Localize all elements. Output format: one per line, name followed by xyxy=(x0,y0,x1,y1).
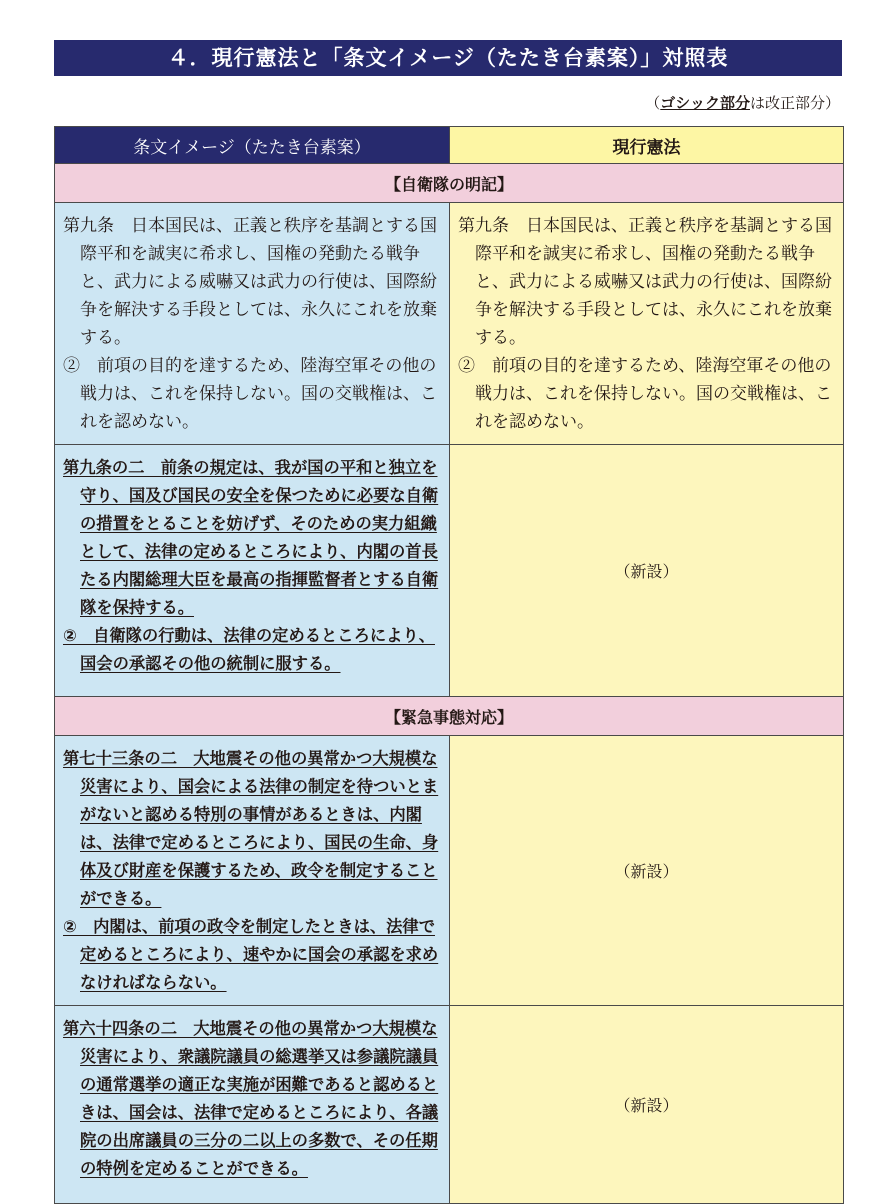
table-row xyxy=(55,1006,844,1204)
draft-article-64-2 xyxy=(55,1006,450,1204)
section-sdf: 【自衛隊の明記】 xyxy=(55,164,844,203)
legend-rest: は改正部分） xyxy=(749,94,840,112)
table-row xyxy=(55,445,844,697)
draft-article-9-2 xyxy=(55,445,450,697)
section-emergency: 【緊急事態対応】 xyxy=(55,697,844,736)
legend-gothic: ゴシック部分 xyxy=(660,94,750,112)
table-row xyxy=(55,736,844,1006)
article-text: ② 前項の目的を達するため、陸海空軍その他の戦力は、これを保持しない。国の交戦権は、これを認めない。 xyxy=(458,356,832,432)
table-row xyxy=(55,203,844,445)
article-text: 第九条 日本国民は、正義と秩序を基調とする国際平和を誠実に希求し、国権の発動たる戦争と、武力による威嚇又は武力の行使は、国際紛争を解決する手段としては、永久にこれを放棄する。 xyxy=(458,216,832,348)
new-provision-label: （新設） xyxy=(450,445,844,697)
article-text: 第七十三条の二 大地震その他の異常かつ大規模な災害により、国会による法律の制定を待ついとまがないと認める特別の事情があるときは、内閣は、法律で定めるところにより、国民の生命、身体及び財産を保護するため、政令を制定することができる。 xyxy=(63,749,439,908)
article-text: ② 内閣は、前項の政令を制定したときは、法律で定めるところにより、速やかに国会の承認を求めなければならない。 xyxy=(63,917,439,992)
article-text: ② 自衛隊の行動は、法律の定めるところにより、国会の承認その他の統制に服する。 xyxy=(63,626,435,673)
section-row-emergency xyxy=(55,697,844,736)
legend-open: （ xyxy=(645,94,661,112)
header-current: 現行憲法 xyxy=(450,127,844,164)
article-text: ② 前項の目的を達するため、陸海空軍その他の戦力は、これを保持しない。国の交戦権は、これを認めない。 xyxy=(63,356,437,432)
article-text: 第六十四条の二 大地震その他の異常かつ大規模な災害により、衆議院議員の総選挙又は参議院議員の通常選挙の適正な実施が困難であると認めるときは、国会は、法律で定めるところにより、各議院の出席議員の三分の二以上の多数で、その任期の特例を定めることができる。 xyxy=(63,1019,439,1178)
page-title: ４．現行憲法と「条文イメージ（たたき台素案）」対照表 xyxy=(54,40,842,76)
new-provision-label: （新設） xyxy=(450,736,844,1006)
draft-article-9 xyxy=(55,203,450,445)
header-row xyxy=(55,127,844,164)
article-text: 第九条の二 前条の規定は、我が国の平和と独立を守り、国及び国民の安全を保つために必要な自衛の措置をとることを妨げず、そのための実力組織として、法律の定めるところにより、内閣の首長たる内閣総理大臣を最高の指揮監督者とする自衛隊を保持する。 xyxy=(63,458,439,617)
section-row-sdf xyxy=(55,164,844,203)
draft-article-73-2 xyxy=(55,736,450,1006)
comparison-table xyxy=(54,126,844,1204)
header-draft: 条文イメージ（たたき台素案） xyxy=(55,127,450,164)
new-provision-label: （新設） xyxy=(450,1006,844,1204)
current-article-9 xyxy=(450,203,844,445)
legend-note xyxy=(645,92,840,114)
article-text: 第九条 日本国民は、正義と秩序を基調とする国際平和を誠実に希求し、国権の発動たる戦争と、武力による威嚇又は武力の行使は、国際紛争を解決する手段としては、永久にこれを放棄する。 xyxy=(63,216,437,348)
